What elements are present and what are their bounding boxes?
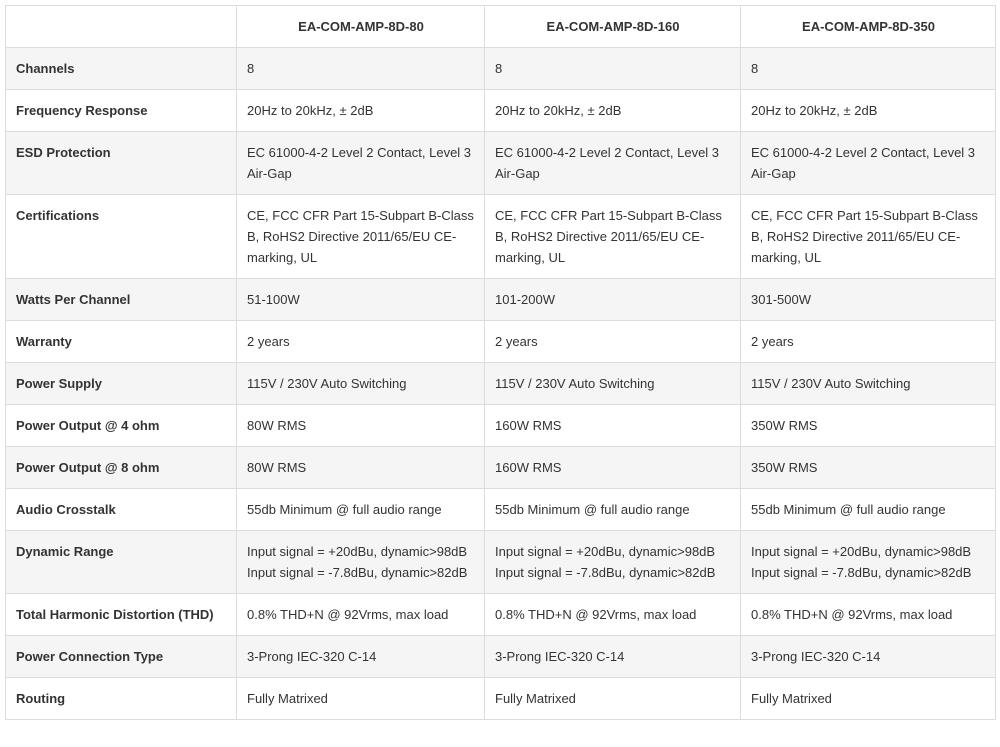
table-row (6, 489, 996, 531)
cell-value: 301-500W (741, 279, 996, 321)
cell-value: 8 (741, 48, 996, 90)
cell-value: Fully Matrixed (485, 678, 741, 720)
cell-value: 0.8% THD+N @ 92Vrms, max load (741, 594, 996, 636)
row-label: Routing (6, 678, 237, 720)
table-row (6, 48, 996, 90)
cell-value: CE, FCC CFR Part 15-Subpart B-Class B, RoHS2 Directive 2011/65/EU CE-marking, UL (237, 195, 485, 279)
cell-value: 80W RMS (237, 447, 485, 489)
table-row (6, 531, 996, 594)
cell-value: 101-200W (485, 279, 741, 321)
cell-value: 115V / 230V Auto Switching (485, 363, 741, 405)
row-label: Warranty (6, 321, 237, 363)
table-row (6, 132, 996, 195)
spec-table (5, 5, 996, 720)
spec-table-body (6, 48, 996, 720)
table-row (6, 279, 996, 321)
row-label: Power Connection Type (6, 636, 237, 678)
header-corner (6, 6, 237, 48)
row-label: Frequency Response (6, 90, 237, 132)
table-row (6, 447, 996, 489)
cell-value: 0.8% THD+N @ 92Vrms, max load (485, 594, 741, 636)
cell-value: Input signal = +20dBu, dynamic>98dB Input signal = -7.8dBu, dynamic>82dB (237, 531, 485, 594)
row-label: Power Supply (6, 363, 237, 405)
table-row (6, 195, 996, 279)
cell-value: 160W RMS (485, 447, 741, 489)
row-label: ESD Protection (6, 132, 237, 195)
table-row (6, 594, 996, 636)
cell-value: 3-Prong IEC-320 C-14 (485, 636, 741, 678)
cell-value: 350W RMS (741, 405, 996, 447)
cell-value: Input signal = +20dBu, dynamic>98dB Input signal = -7.8dBu, dynamic>82dB (741, 531, 996, 594)
cell-value: 2 years (485, 321, 741, 363)
table-row (6, 321, 996, 363)
table-row (6, 90, 996, 132)
table-row (6, 363, 996, 405)
cell-value: 20Hz to 20kHz, ± 2dB (485, 90, 741, 132)
cell-value: EC 61000-4-2 Level 2 Contact, Level 3 Air-Gap (741, 132, 996, 195)
cell-value: EC 61000-4-2 Level 2 Contact, Level 3 Air-Gap (485, 132, 741, 195)
cell-value: 55db Minimum @ full audio range (237, 489, 485, 531)
header-row (6, 6, 996, 48)
row-label: Audio Crosstalk (6, 489, 237, 531)
row-label: Watts Per Channel (6, 279, 237, 321)
cell-value: 8 (485, 48, 741, 90)
cell-value: 55db Minimum @ full audio range (741, 489, 996, 531)
cell-value: Input signal = +20dBu, dynamic>98dB Input signal = -7.8dBu, dynamic>82dB (485, 531, 741, 594)
cell-value: 55db Minimum @ full audio range (485, 489, 741, 531)
row-label: Dynamic Range (6, 531, 237, 594)
cell-value: 20Hz to 20kHz, ± 2dB (237, 90, 485, 132)
cell-value: 0.8% THD+N @ 92Vrms, max load (237, 594, 485, 636)
cell-value: 20Hz to 20kHz, ± 2dB (741, 90, 996, 132)
cell-value: 51-100W (237, 279, 485, 321)
cell-value: 3-Prong IEC-320 C-14 (237, 636, 485, 678)
cell-value: CE, FCC CFR Part 15-Subpart B-Class B, RoHS2 Directive 2011/65/EU CE-marking, UL (741, 195, 996, 279)
row-label: Total Harmonic Distortion (THD) (6, 594, 237, 636)
header-model-80: EA-COM-AMP-8D-80 (237, 6, 485, 48)
header-model-350: EA-COM-AMP-8D-350 (741, 6, 996, 48)
cell-value: 2 years (237, 321, 485, 363)
header-model-160: EA-COM-AMP-8D-160 (485, 6, 741, 48)
cell-value: 350W RMS (741, 447, 996, 489)
row-label: Certifications (6, 195, 237, 279)
row-label: Channels (6, 48, 237, 90)
cell-value: 8 (237, 48, 485, 90)
cell-value: Fully Matrixed (741, 678, 996, 720)
row-label: Power Output @ 4 ohm (6, 405, 237, 447)
table-row (6, 678, 996, 720)
table-row (6, 405, 996, 447)
cell-value: CE, FCC CFR Part 15-Subpart B-Class B, RoHS2 Directive 2011/65/EU CE-marking, UL (485, 195, 741, 279)
cell-value: Fully Matrixed (237, 678, 485, 720)
cell-value: 3-Prong IEC-320 C-14 (741, 636, 996, 678)
cell-value: 160W RMS (485, 405, 741, 447)
row-label: Power Output @ 8 ohm (6, 447, 237, 489)
cell-value: EC 61000-4-2 Level 2 Contact, Level 3 Air-Gap (237, 132, 485, 195)
table-row (6, 636, 996, 678)
cell-value: 80W RMS (237, 405, 485, 447)
cell-value: 115V / 230V Auto Switching (237, 363, 485, 405)
cell-value: 115V / 230V Auto Switching (741, 363, 996, 405)
cell-value: 2 years (741, 321, 996, 363)
